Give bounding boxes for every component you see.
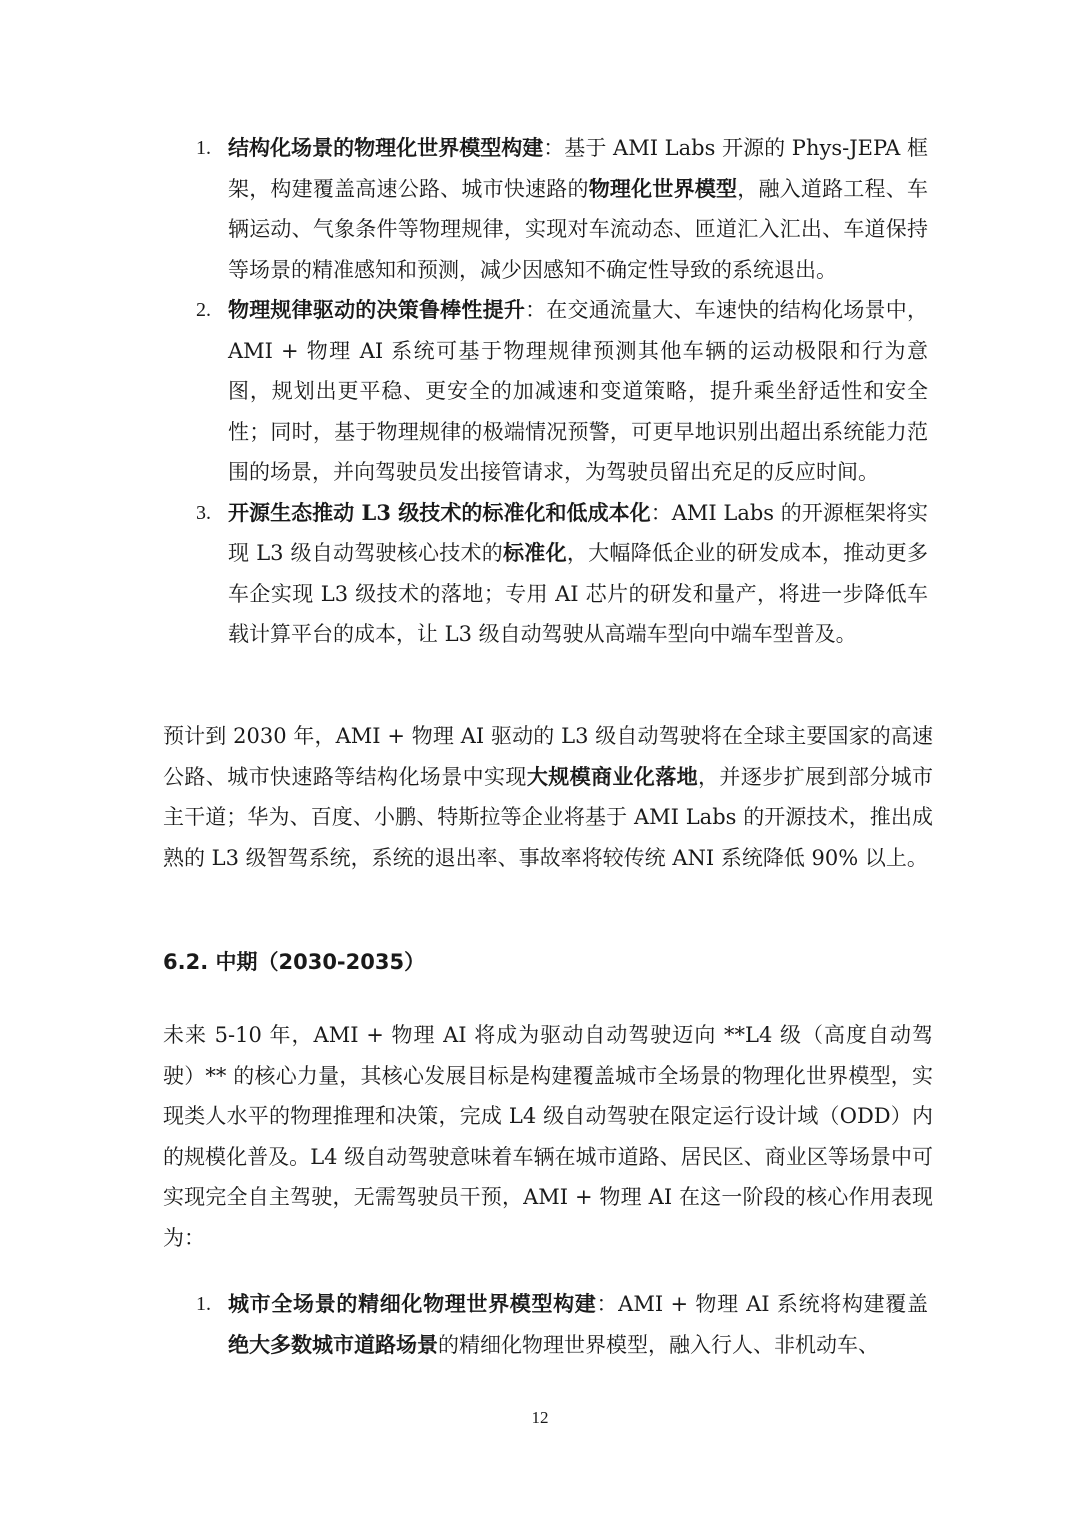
- item-text: 的精细化物理世界模型，融入行人、非机动车、: [438, 1332, 879, 1357]
- list-number: 1.: [196, 1293, 211, 1315]
- item-bold-title: 开源生态推动 L3 级技术的标准化和低成本化: [228, 499, 651, 525]
- section-heading: 6.2. 中期（2030-2035）: [163, 950, 426, 974]
- paragraph-text: 预计到 2030 年，AMI + 物理 AI 驱动的 L3 级自动驾驶将在全球主要国家的高速公路、城市快速路等结构化场景中实现: [163, 724, 933, 789]
- item-bold-phrase: 标准化: [503, 540, 567, 565]
- item-bold-title: 物理规律驱动的决策鲁棒性提升: [228, 297, 526, 322]
- list-item: [196, 493, 928, 655]
- list-number: 1.: [196, 137, 211, 159]
- item-text: ，融入道路工程、车辆运动、气象条件等物理规律，实现对车流动态、匝道汇入汇出、车道保持等场景的精准感知和预测，减少因感知不确定性导致的系统退出。: [228, 176, 928, 282]
- paragraph-mid-term: 未来 5-10 年，AMI + 物理 AI 将成为驱动自动驾驶迈向 **L4 级（高度自动驾驶）** 的核心力量，其核心发展目标是构建覆盖城市全场景的物理化世界模型，实现类人水平的物理推理和决策，完成 L4 级自动驾驶在限定运行设计域（ODD）内的规模化普及。L4 级自动驾驶意味着车辆在城市道路、居民区、商业区等场景中可实现完全自主驾驶，无需驾驶员干预，AMI + 物理 AI 在这一阶段的核心作用表现为：: [163, 1023, 933, 1250]
- item-text: ：在交通流量大、车速快的结构化场景中，AMI + 物理 AI 系统可基于物理规律预测其他车辆的运动极限和行为意图，规划出更平稳、更安全的加减速和变道策略，提升乘坐舒适性和安全性；同时，基于物理规律的极端情况预警，可更早地识别出超出系统能力范围的场景，并向驾驶员发出接管请求，为驾驶员留出充足的反应时间。: [228, 298, 928, 484]
- item-text: ：AMI Labs 的开源框架将实现 L3 级自动驾驶核心技术的: [228, 500, 928, 565]
- item-text: ：基于 AMI Labs 开源的 Phys-JEPA 框架，构建覆盖高速公路、城市快速路的: [228, 136, 929, 201]
- item-bold-title: 结构化场景的物理化世界模型构建: [228, 135, 544, 160]
- item-bold-phrase: 物理化世界模型: [588, 175, 738, 201]
- list-number: 2.: [196, 299, 211, 321]
- paragraph-text: ，并逐步扩展到部分城市主干道；华为、百度、小鹏、特斯拉等企业将基于 AMI Labs 的开源技术，推出成熟的 L3 级智驾系统，系统的退出率、事故率将较传统 ANI 系统降低 90% 以上。: [163, 764, 934, 870]
- list-number: 3.: [196, 501, 211, 524]
- list-item: [196, 128, 928, 290]
- list-item: [196, 1284, 928, 1365]
- phase-list-short-term: [196, 128, 928, 655]
- item-text: ，大幅降低企业的研发成本，推动更多车企实现 L3 级技术的落地；专用 AI 芯片的研发和量产，将进一步降低车载计算平台的成本，让 L3 级自动驾驶从高端车型向中端车型普及。: [228, 541, 929, 646]
- item-bold-title: 城市全场景的精细化物理世界模型构建: [228, 1291, 597, 1316]
- item-bold-phrase: 绝大多数城市道路场景: [228, 1331, 438, 1357]
- phase-list-mid-term: [196, 1284, 928, 1365]
- page-number: 12: [531, 1408, 549, 1427]
- list-item: [196, 290, 928, 493]
- item-text: ：AMI + 物理 AI 系统将构建覆盖: [596, 1292, 928, 1316]
- paragraph-bold-phrase: 大规模商业化落地: [526, 763, 699, 789]
- paragraph-forecast-2030: [163, 716, 933, 878]
